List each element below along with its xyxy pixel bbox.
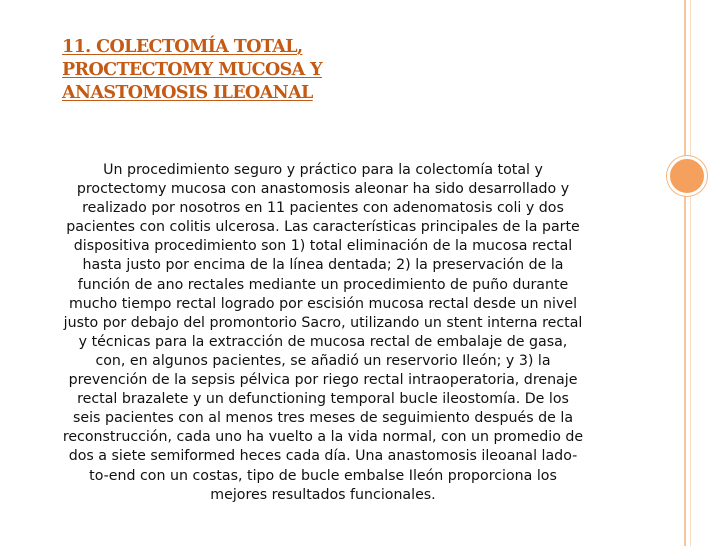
slide-body-text: Un procedimiento seguro y práctico para la colectomía total y proctectomy mucosa con anastomosis aleonar ha sido desarrollado y realizado por nosotros en 11 pacientes con adenomatosis coli y dos pacientes con colitis ulcerosa. Las características principales de la parte dispositiva procedimiento son 1) total eliminación de la mucosa rectal hasta justo por encima de la línea dentada; 2) la preservación de la función de ano rectales mediante un procedimiento de puño durante mucho tiempo rectal logrado por escisión mucosa rectal desde un nivel justo por debajo del promontorio Sacro, utilizando un stent interna rectal y técnicas para la extracción de mucosa rectal de embalaje de gasa, con, en algunos pacientes, se añadió un reservorio Ileón; y 3) la prevención de la sepsis pélvica por riego rectal intraoperatoria, drenaje rectal brazalete y un defunctioning temporal bucle ileostomía. De los seis pacientes con al menos tres meses de seguimiento después de la reconstrucción, cada uno ha vuelto a la vida normal, con un promedio de dos a siete semiformed heces cada día. Una anastomosis ileoanal lado-to-end con un costas, tipo de bucle embalse Ileón proporciona los mejores resultados funcionales.	[62, 162, 584, 503]
slide-title-line: 11. COLECTOMÍA TOTAL,	[62, 37, 303, 57]
accent-circle	[667, 156, 707, 196]
slide-title	[62, 36, 622, 105]
slide-frame-line-inner	[690, 0, 691, 546]
slide-title-line: PROCTECTOMY MUCOSA Y	[62, 60, 322, 80]
slide-frame-line	[684, 0, 686, 546]
slide-title-line: ANASTOMOSIS ILEOANAL	[62, 83, 313, 103]
